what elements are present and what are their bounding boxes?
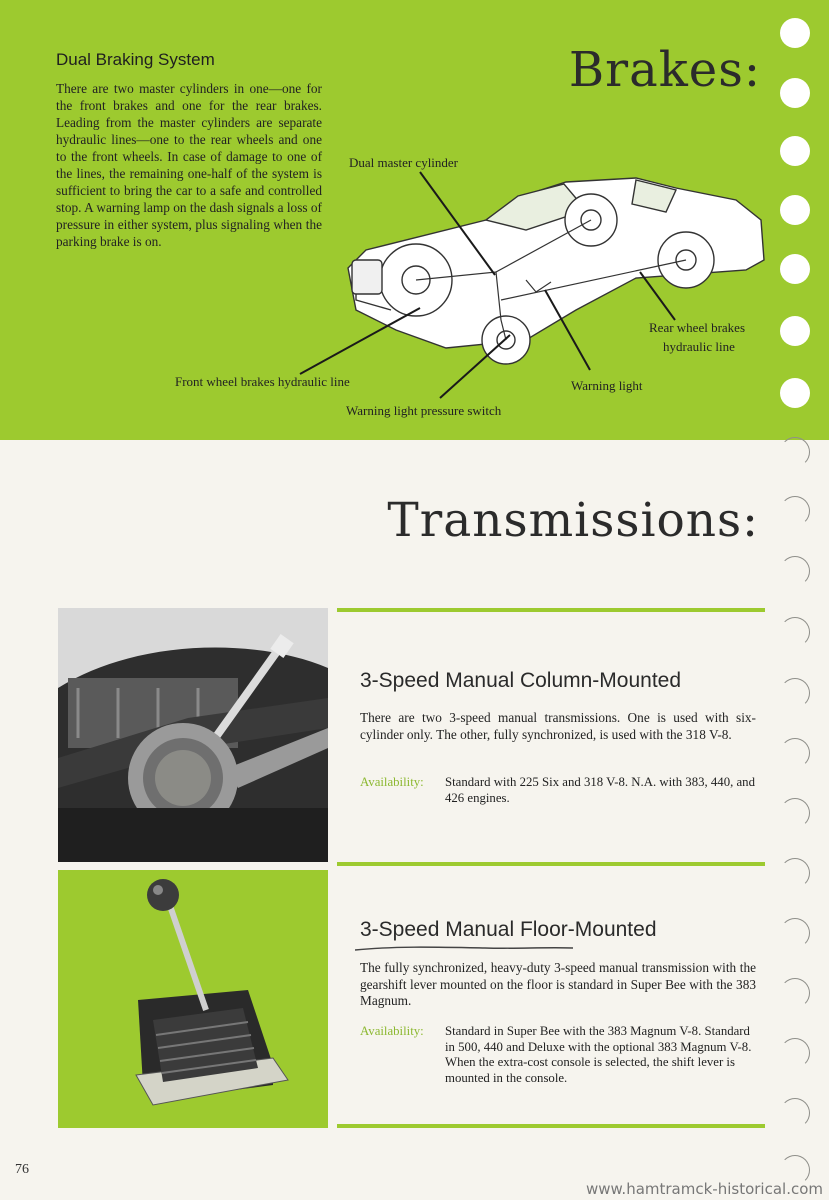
column-mounted-text: There are two 3-speed manual transmissions. One is used with six-cylinder only. The other, fully synchronized, is used with the 318 V-8. <box>360 710 756 742</box>
callout-front-brakes-line: Front wheel brakes hydraulic line <box>175 374 350 389</box>
availability-label: Availability: <box>360 775 424 789</box>
binder-hole <box>780 918 810 948</box>
binder-hole <box>780 1098 810 1128</box>
availability-text: Standard with 225 Six and 318 V-8. N.A. with 383, 440, and 426 engines. <box>445 775 755 805</box>
binder-hole <box>780 496 810 526</box>
section-rule <box>337 608 765 612</box>
floor-shifter-photo <box>58 870 328 1128</box>
callout-warning-light: Warning light <box>571 378 643 393</box>
section-rule <box>337 1124 765 1128</box>
binder-hole <box>780 316 810 346</box>
binder-hole <box>780 254 810 284</box>
pen-mark <box>355 944 575 954</box>
callout-rear-brakes-line1: Rear wheel brakes <box>649 320 746 335</box>
watermark: www.hamtramck-historical.com <box>586 1180 823 1198</box>
binder-hole <box>780 437 810 467</box>
callout-dual-master-cylinder: Dual master cylinder <box>349 155 459 170</box>
floor-mounted-title: 3-Speed Manual Floor-Mounted <box>360 918 657 941</box>
column-shifter-photo <box>58 608 328 862</box>
dual-braking-text: There are two master cylinders in one—one for the front brakes and one for the rear brakes. Leading from the master cylinders are separate hydraulic lines—one to the rear wheels and one to the front wheels. In case of damage to one of the lines, the remaining one-half of the system is sufficient to bring the car to a safe and controlled stop. A warning lamp on the dash signals a loss of pressure in either system, plus signaling when the parking brake is on. <box>56 81 322 249</box>
callout-rear-brakes-line2: hydraulic line <box>663 339 735 354</box>
binder-hole <box>780 78 810 108</box>
binder-hole <box>780 195 810 225</box>
availability-label: Availability: <box>360 1024 424 1038</box>
brakes-heading: Brakes: <box>568 42 761 98</box>
column-mounted-title: 3-Speed Manual Column-Mounted <box>360 669 682 692</box>
binder-hole <box>780 1038 810 1068</box>
callout-pressure-switch: Warning light pressure switch <box>346 403 502 418</box>
section-rule <box>337 862 765 866</box>
binder-holes <box>778 0 818 1200</box>
binder-hole <box>780 617 810 647</box>
floor-mounted-text: The fully synchronized, heavy-duty 3-speed manual transmission with the gearshift lever mounted on the floor is standard in Super Bee with the 383 Magnum. <box>360 960 756 1008</box>
availability-text: Standard in Super Bee with the 383 Magnum V-8. Standard in 500, 440 and Deluxe with the optional 383 Magnum V-8. When the extra-cost console is selected, the shift lever is mounted in the console. <box>445 1024 752 1085</box>
dual-braking-title: Dual Braking System <box>56 50 215 69</box>
binder-hole <box>780 738 810 768</box>
binder-hole <box>780 978 810 1008</box>
binder-hole <box>780 798 810 828</box>
binder-hole <box>780 556 810 586</box>
binder-hole <box>780 858 810 888</box>
car-brake-diagram <box>336 160 776 400</box>
page-number: 76 <box>15 1162 29 1177</box>
binder-hole <box>780 378 810 408</box>
transmissions-heading: Transmissions: <box>387 493 759 548</box>
binder-hole <box>780 136 810 166</box>
binder-hole <box>780 678 810 708</box>
binder-hole <box>780 18 810 48</box>
